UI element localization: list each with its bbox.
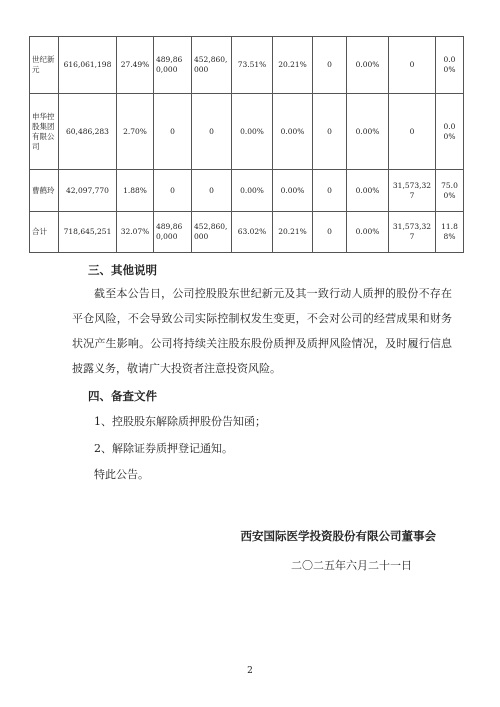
table-cell: 0 xyxy=(192,94,232,170)
table-cell: 11.88% xyxy=(436,212,464,253)
table-cell: 20.21% xyxy=(273,212,313,253)
holder-name-cell: 申华控股集团有限公司 xyxy=(30,94,59,170)
table-cell: 0 xyxy=(313,94,347,170)
holder-name-cell: 曹鹤玲 xyxy=(30,170,59,212)
page-number: 2 xyxy=(247,666,253,676)
table-cell: 0.00% xyxy=(347,37,389,94)
table-cell: 0 xyxy=(313,170,347,212)
table-cell: 0.00% xyxy=(273,170,313,212)
table-cell: 32.07% xyxy=(117,212,154,253)
table-cell: 718,645,251 xyxy=(59,212,117,253)
table-cell: 0 xyxy=(389,37,436,94)
table-cell: 27.49% xyxy=(117,37,154,94)
table-cell: 616,061,198 xyxy=(59,37,117,94)
reference-item-1: 1、控股股东解除质押股份告知函； xyxy=(94,415,266,428)
table-cell: 42,097,770 xyxy=(59,170,117,212)
table-cell: 63.02% xyxy=(232,212,273,253)
table-cell: 0 xyxy=(154,94,192,170)
table-cell: 0.00% xyxy=(232,170,273,212)
closing-text: 特此公告。 xyxy=(94,468,149,481)
section3-heading: 三、其他说明 xyxy=(88,263,157,277)
table-cell: 1.88% xyxy=(117,170,154,212)
table-row xyxy=(30,94,464,170)
table-cell: 452,860,000 xyxy=(192,212,232,253)
table-cell: 75.00% xyxy=(436,170,464,212)
signature-date: 二〇二五年六月二十一日 xyxy=(291,559,412,572)
table-cell: 0.00% xyxy=(232,94,273,170)
table-cell: 0 xyxy=(313,212,347,253)
table-cell: 0.00% xyxy=(273,94,313,170)
table-cell: 0.00% xyxy=(436,37,464,94)
table-cell: 489,860,000 xyxy=(154,37,192,94)
table-row xyxy=(30,170,464,212)
table-cell: 0.00% xyxy=(347,170,389,212)
table-cell: 0 xyxy=(389,94,436,170)
table-cell: 489,860,000 xyxy=(154,212,192,253)
table-cell: 0 xyxy=(154,170,192,212)
reference-item-2: 2、解除证券质押登记通知。 xyxy=(94,442,233,455)
section3-paragraph: 截至本公告日，公司控股股东世纪新元及其一致行动人质押的股份不存在平仓风险，不会导致公司实际控制权发生变更，不会对公司的经营成果和财务状况产生影响。公司将持续关注股东股份质押及质押风险情况，及时履行信息披露义务，敬请广大投资者注意投资风险。 xyxy=(72,287,452,375)
table-cell: 31,573,327 xyxy=(389,170,436,212)
table-cell: 0 xyxy=(313,37,347,94)
table-cell: 60,486,283 xyxy=(59,94,117,170)
table-cell: 0.00% xyxy=(436,94,464,170)
table-cell: 73.51% xyxy=(232,37,273,94)
table-cell: 0.00% xyxy=(347,94,389,170)
table-cell: 2.70% xyxy=(117,94,154,170)
table-cell: 452,860,000 xyxy=(192,37,232,94)
table-cell: 0.00% xyxy=(347,212,389,253)
table-cell: 31,573,327 xyxy=(389,212,436,253)
table-row xyxy=(30,212,464,253)
section4-heading: 四、备查文件 xyxy=(88,389,157,403)
holder-name-cell: 世纪新元 xyxy=(30,37,59,94)
pledge-table xyxy=(29,36,464,253)
holder-name-cell: 合计 xyxy=(30,212,59,253)
table-row xyxy=(30,37,464,94)
table-cell: 0 xyxy=(192,170,232,212)
table-cell: 20.21% xyxy=(273,37,313,94)
signature-org: 西安国际医学投资股份有限公司董事会 xyxy=(240,529,436,543)
